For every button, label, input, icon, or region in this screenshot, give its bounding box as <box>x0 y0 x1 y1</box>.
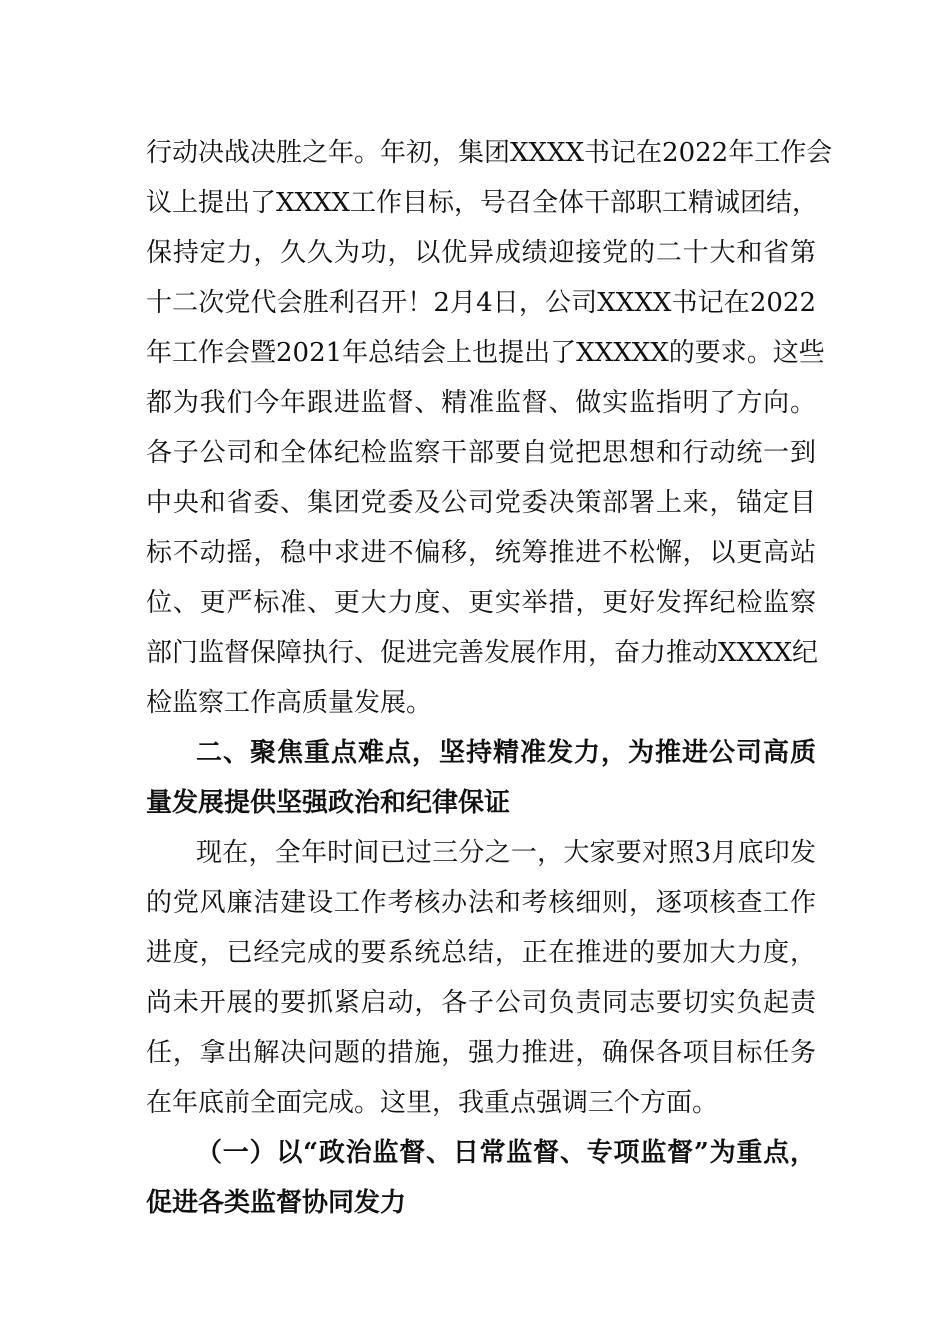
paragraph-line: 的党风廉洁建设工作考核办法和考核细则，逐项核查工作 <box>146 888 816 918</box>
paragraph-line: 行动决战决胜之年。年初，集团XXXX书记在2022年工作会 <box>146 138 833 168</box>
paragraph-line: 进度，已经完成的要系统总结，正在推进的要加大力度， <box>146 938 816 968</box>
paragraph-line: 位、更严标准、更大力度、更实举措，更好发挥纪检监察 <box>146 588 816 618</box>
paragraph-line: 任，拿出解决问题的措施，强力推进，确保各项目标任务 <box>146 1038 816 1068</box>
paragraph-line: 尚未开展的要抓紧启动，各子公司负责同志要切实负起责 <box>146 988 816 1018</box>
paragraph-line: 议上提出了XXXX工作目标，号召全体干部职工精诚团结， <box>146 188 819 218</box>
section-heading-line: 量发展提供坚强政治和纪律保证 <box>146 788 511 818</box>
paragraph-line: 各子公司和全体纪检监察干部要自觉把思想和行动统一到 <box>146 438 816 468</box>
paragraph-line: 年工作会暨2021年总结会上也提出了XXXXX的要求。这些 <box>146 338 825 368</box>
paragraph-line: 都为我们今年跟进监督、精准监督、做实监指明了方向。 <box>146 388 816 418</box>
paragraph-line: 检监察工作高质量发展。 <box>146 688 433 718</box>
paragraph-line: 十二次党代会胜利召开！2月4日，公司XXXX书记在2022 <box>146 288 816 318</box>
paragraph-line: 在年底前全面完成。这里，我重点强调三个方面。 <box>146 1088 719 1118</box>
subsection-heading-line: 促进各类监督协同发力 <box>146 1188 407 1218</box>
subsection-heading-line: （一）以“政治监督、日常监督、专项监督”为重点， <box>196 1138 816 1168</box>
paragraph-line: 现在，全年时间已过三分之一，大家要对照3月底印发 <box>196 838 816 868</box>
paragraph-line: 中央和省委、集团党委及公司党委决策部署上来，锚定目 <box>146 488 816 518</box>
paragraph-line: 标不动摇，稳中求进不偏移，统筹推进不松懈，以更高站 <box>146 538 816 568</box>
paragraph-line: 部门监督保障执行、促进完善发展作用，奋力推动XXXX纪 <box>146 638 819 668</box>
paragraph-line: 保持定力，久久为功，以优异成绩迎接党的二十大和省第 <box>146 238 816 268</box>
section-heading-line: 二、聚焦重点难点，坚持精准发力，为推进公司高质 <box>196 738 816 768</box>
